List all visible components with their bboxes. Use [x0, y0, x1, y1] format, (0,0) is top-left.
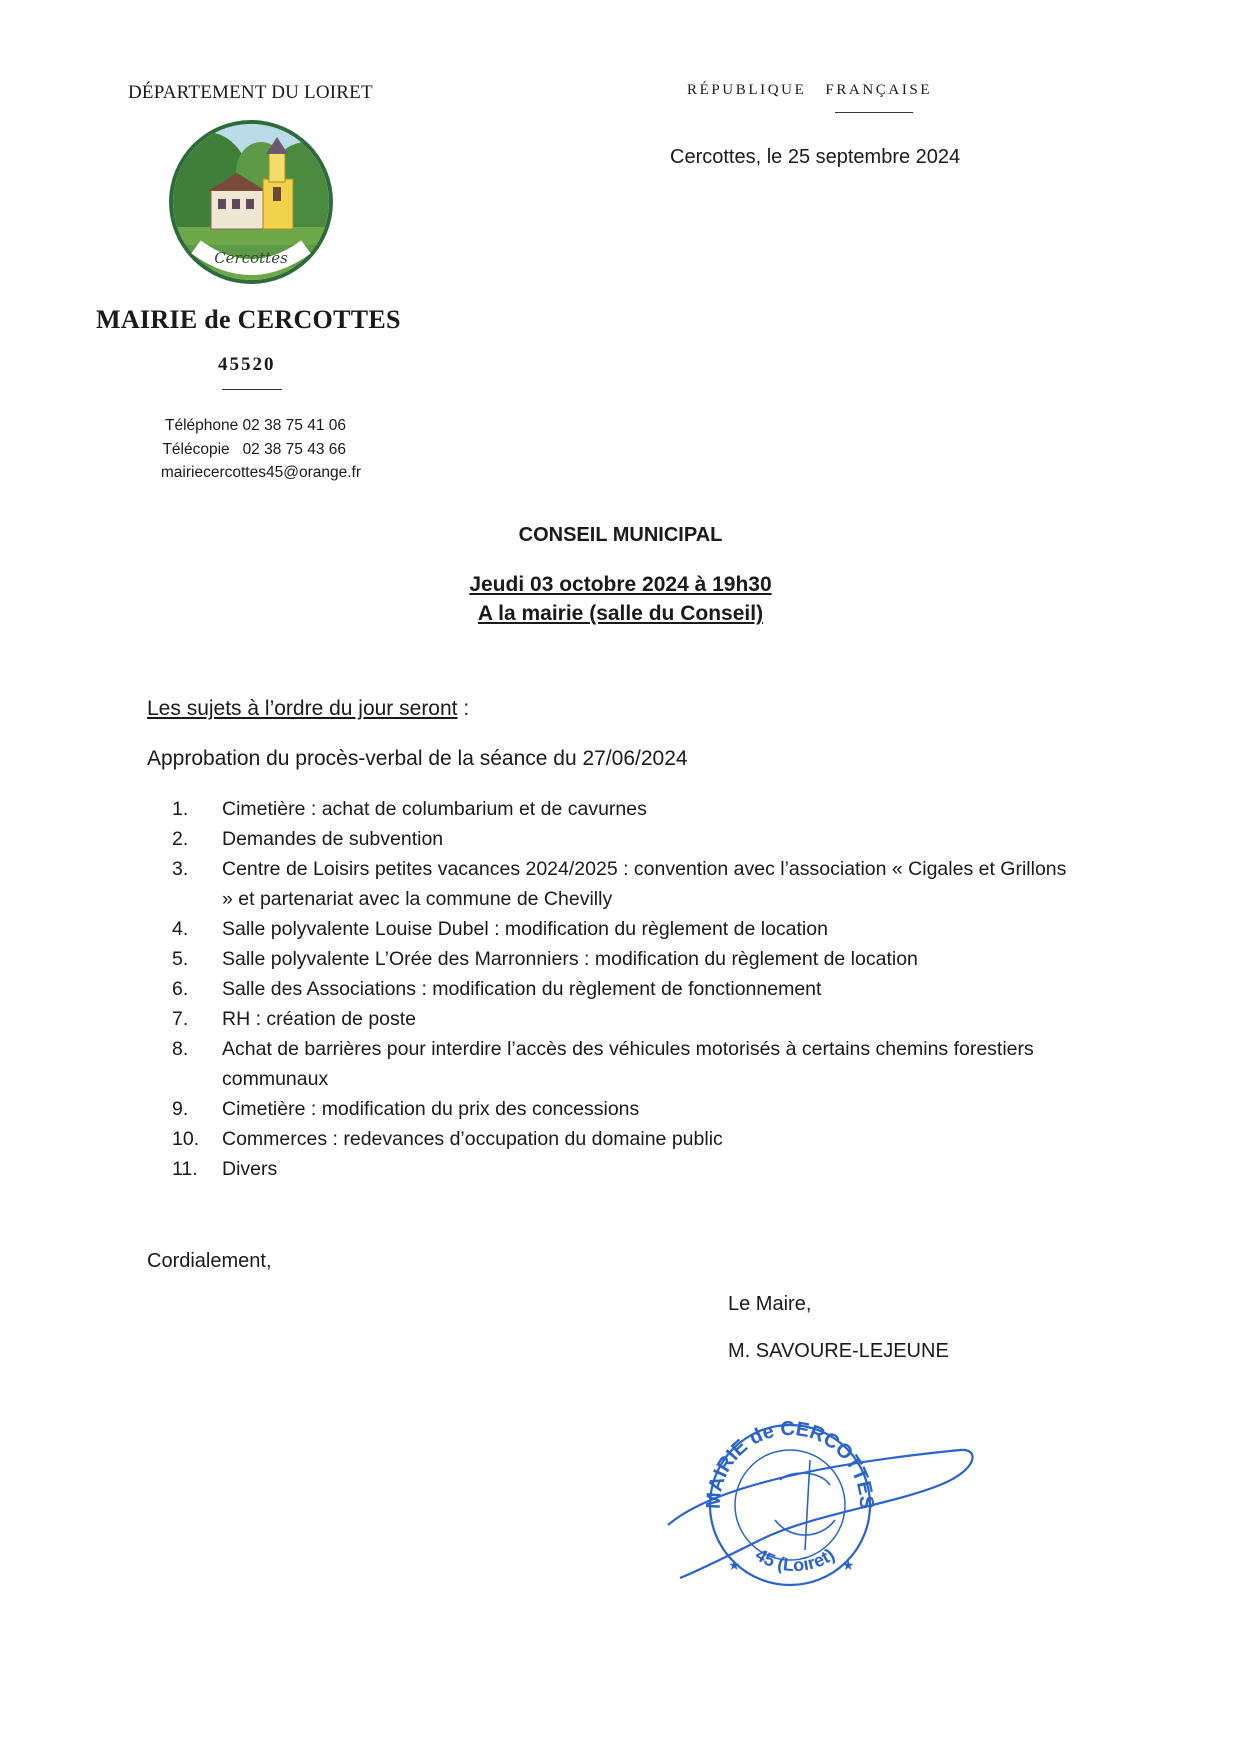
- item-text: Divers: [222, 1158, 278, 1180]
- svg-text:45 (Loiret): [752, 1544, 838, 1575]
- fax-number: Télécopie 02 38 75 43 66: [162, 441, 346, 458]
- meeting-date: [0, 573, 1241, 597]
- place-date: Cercottes, le 25 septembre 2024: [670, 146, 961, 168]
- item-number: 5.: [172, 948, 189, 970]
- approval-line: Approbation du procès-verbal de la séance du 27/06/2024: [147, 747, 688, 770]
- list-item: [172, 1124, 1072, 1154]
- item-text: Salle des Associations : modification du règlement de fonctionnement: [222, 978, 822, 1000]
- closing-greeting: Cordialement,: [147, 1250, 272, 1272]
- agenda-intro: [147, 697, 469, 721]
- agenda-intro-text: Les sujets à l’ordre du jour seront: [147, 697, 458, 720]
- list-item: [172, 1094, 1072, 1124]
- republic-rule: [835, 112, 913, 113]
- item-number: 6.: [172, 978, 189, 1000]
- svg-text:MAIRIE de CERCOTTES: [703, 1418, 878, 1510]
- stamp-star-icon: ★: [728, 1557, 741, 1573]
- item-text: Salle polyvalente L’Orée des Marronniers : modification du règlement de location: [222, 948, 918, 970]
- cercottes-logo: [166, 117, 336, 287]
- item-number: 9.: [172, 1098, 189, 1120]
- list-item: [172, 1154, 1072, 1184]
- list-item: [172, 944, 1072, 974]
- mairie-title: MAIRIE de CERCOTTES: [96, 305, 401, 334]
- list-item: [172, 1034, 1072, 1094]
- item-text: Achat de barrières pour interdire l’accès des véhicules motorisés à certains chemins forestiers communaux: [222, 1038, 1034, 1090]
- logo-text: Cercottes: [214, 249, 288, 267]
- postcode-rule: [222, 389, 282, 390]
- postcode: 45520: [218, 354, 276, 375]
- item-number: 3.: [172, 858, 189, 880]
- meeting-heading: CONSEIL MUNICIPAL: [518, 524, 723, 546]
- list-item: [172, 1004, 1072, 1034]
- list-item: [172, 824, 1072, 854]
- signatory-name: M. SAVOURE-LEJEUNE: [728, 1340, 949, 1362]
- item-text: Demandes de subvention: [222, 828, 444, 850]
- stamp-bottom-text: 45 (Loiret): [751, 1544, 839, 1576]
- item-number: 1.: [172, 798, 189, 820]
- department-label: DÉPARTEMENT DU LOIRET: [128, 82, 373, 103]
- republic-label: RÉPUBLIQUE FRANÇAISE: [687, 82, 933, 98]
- item-number: 8.: [172, 1038, 189, 1060]
- meeting-place-text: A la mairie (salle du Conseil): [477, 602, 764, 625]
- item-number: 2.: [172, 828, 189, 850]
- item-text: Commerces : redevances d’occupation du domaine public: [222, 1128, 723, 1150]
- stamp-star-icon: ★: [842, 1557, 855, 1573]
- list-item: [172, 974, 1072, 1004]
- item-number: 11.: [172, 1158, 198, 1180]
- list-item: [172, 914, 1072, 944]
- agenda-list: [172, 794, 1072, 1184]
- item-text: Cimetière : modification du prix des concessions: [222, 1098, 640, 1120]
- phone-number: Téléphone 02 38 75 41 06: [165, 417, 346, 434]
- stamp-top-text: MAIRIE de CERCOTTES: [702, 1417, 878, 1510]
- item-number: 7.: [172, 1008, 189, 1030]
- email-address: mairiecercottes45@orange.fr: [160, 464, 361, 481]
- item-number: 4.: [172, 918, 189, 940]
- signatory-role: Le Maire,: [728, 1293, 812, 1315]
- mairie-stamp: [660, 1400, 980, 1600]
- item-number: 10.: [172, 1128, 200, 1150]
- item-text: Centre de Loisirs petites vacances 2024/2025 : convention avec l’association « Cigales et Grillons » et partenariat avec la commune de Chevilly: [222, 858, 1067, 910]
- meeting-date-text: Jeudi 03 octobre 2024 à 19h30: [469, 573, 772, 596]
- item-text: Cimetière : achat de columbarium et de cavurnes: [222, 798, 647, 820]
- agenda-intro-suffix: :: [457, 697, 470, 720]
- meeting-place: [0, 602, 1241, 626]
- item-text: Salle polyvalente Louise Dubel : modification du règlement de location: [222, 918, 828, 940]
- list-item: [172, 794, 1072, 824]
- item-text: RH : création de poste: [222, 1008, 417, 1030]
- list-item: [172, 854, 1072, 914]
